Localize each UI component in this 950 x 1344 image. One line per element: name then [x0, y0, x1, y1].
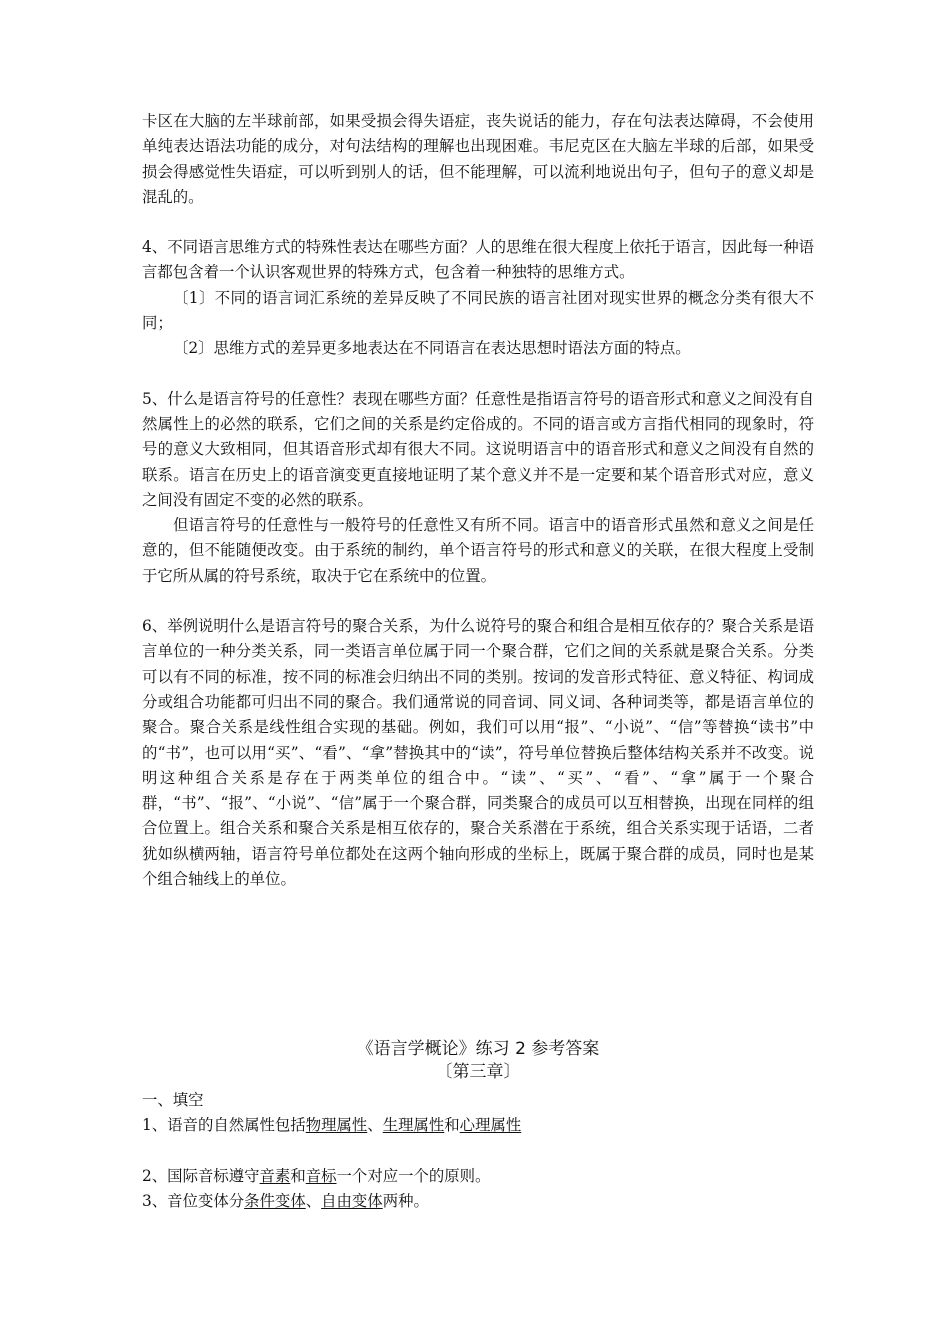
question-5: 5、什么是语言符号的任意性？表现在哪些方面？任意性是指语言符号的语音形式和意义之间没有自然属性上的必然的联系，它们之间的关系是约定俗成的。不同的语言或方言指代相同的现象时，符号的意义大致相同，但其语音形式却有很大不同。这说明语言中的语音形式和意义之间没有自然的联系。语言在历史上的语音演变更直接地证明了某个意义并不是一定要和某个语音形式对应，意义之间没有固定不变的必然的联系。: [142, 389, 814, 509]
answer-blank: 物理属性: [305, 1116, 368, 1135]
answer-blank: 音标: [305, 1166, 337, 1185]
section-title-block: [142, 1038, 814, 1084]
section-title: 《语言学概论》练习 2 参考答案: [356, 1039, 600, 1059]
fill-item-2: 2、国际音标遵守音素和音标一个对应一个的原则。: [142, 1166, 491, 1185]
question-4-point-1: 〔1〕不同的语言词汇系统的差异反映了不同民族的语言社团对现实世界的概念分类有很大不同；: [142, 288, 814, 333]
question-6: 6、举例说明什么是语言符号的聚合关系，为什么说符号的聚合和组合是相互依存的？聚合关系是语言单位的一种分类关系，同一类语言单位属于同一个聚合群，它们之间的关系就是聚合关系。分类可以有不同的标准，按不同的标准会归纳出不同的类别。按词的发音形式特征、意义特征、构词成分或组合功能都可归出不同的聚合。我们通常说的同音词、同义词、各种词类等，都是语言单位的聚合。聚合关系是线性组合实现的基础。例如，我们可以用“报”、“小说”、“信”等替换“读书”中的“书”，也可以用“买”、“看”、“拿”替换其中的“读”，符号单位替换后整体结构关系并不改变。说明这种组合关系是存在于两类单位的组合中。“读”、“买”、“看”、“拿”属于一个聚合群，“书”、“报”、“小说”、“信”属于一个聚合群，同类聚合的成员可以互相替换，出现在同样的组合位置上。组合关系和聚合关系是相互依存的，聚合关系潜在于系统，组合关系实现于话语，二者犹如纵横两轴，语言符号单位都处在这两个轴向形成的坐标上，既属于聚合群的成员，同时也是某个组合轴线上的单位。: [142, 617, 814, 889]
question-4: 4、不同语言思维方式的特殊性表达在哪些方面？人的思维在很大程度上依托于语言，因此每一种语言都包含着一个认识客观世界的特殊方式，包含着一种独特的思维方式。: [142, 238, 814, 282]
answer-blank: 生理属性: [382, 1116, 445, 1135]
paragraph-broca-wernicke: 卡区在大脑的左半球前部，如果受损会得失语症，丧失说话的能力，存在句法表达障碍，不会使用单纯表达语法功能的成分，对句法结构的理解也出现困难。韦尼克区在大脑左半球的后部，如果受损会得感觉性失语症，可以听到别人的话，但不能理解，可以流利地说出句子，但句子的意义却是混乱的。: [142, 112, 814, 206]
answer-blank: 条件变体: [244, 1191, 306, 1210]
fill-item-1: 1、语音的自然属性包括物理属性、生理属性和心理属性: [142, 1116, 522, 1135]
answer-body: [142, 109, 814, 892]
answer-blank: 自由变体: [321, 1191, 383, 1210]
part-heading: 一、填空: [142, 1091, 204, 1109]
chapter-heading: 〔第三章〕: [435, 1062, 521, 1082]
answer-blank: 音素: [259, 1166, 291, 1185]
fill-item-3: 3、音位变体分条件变体、自由变体两种。: [142, 1191, 429, 1210]
answer-blank: 心理属性: [459, 1116, 522, 1135]
question-5-continued: 但语言符号的任意性与一般符号的任意性又有所不同。语言中的语音形式虽然和意义之间是任意的，但不能随便改变。由于系统的制约，单个语言符号的形式和意义的关联，在很大程度上受制于它所从属的符号系统，取决于它在系统中的位置。: [142, 516, 814, 585]
fill-in-answers: [142, 1088, 814, 1214]
question-4-point-2: 〔2〕思维方式的差异更多地表达在不同语言在表达思想时语法方面的特点。: [173, 339, 691, 358]
